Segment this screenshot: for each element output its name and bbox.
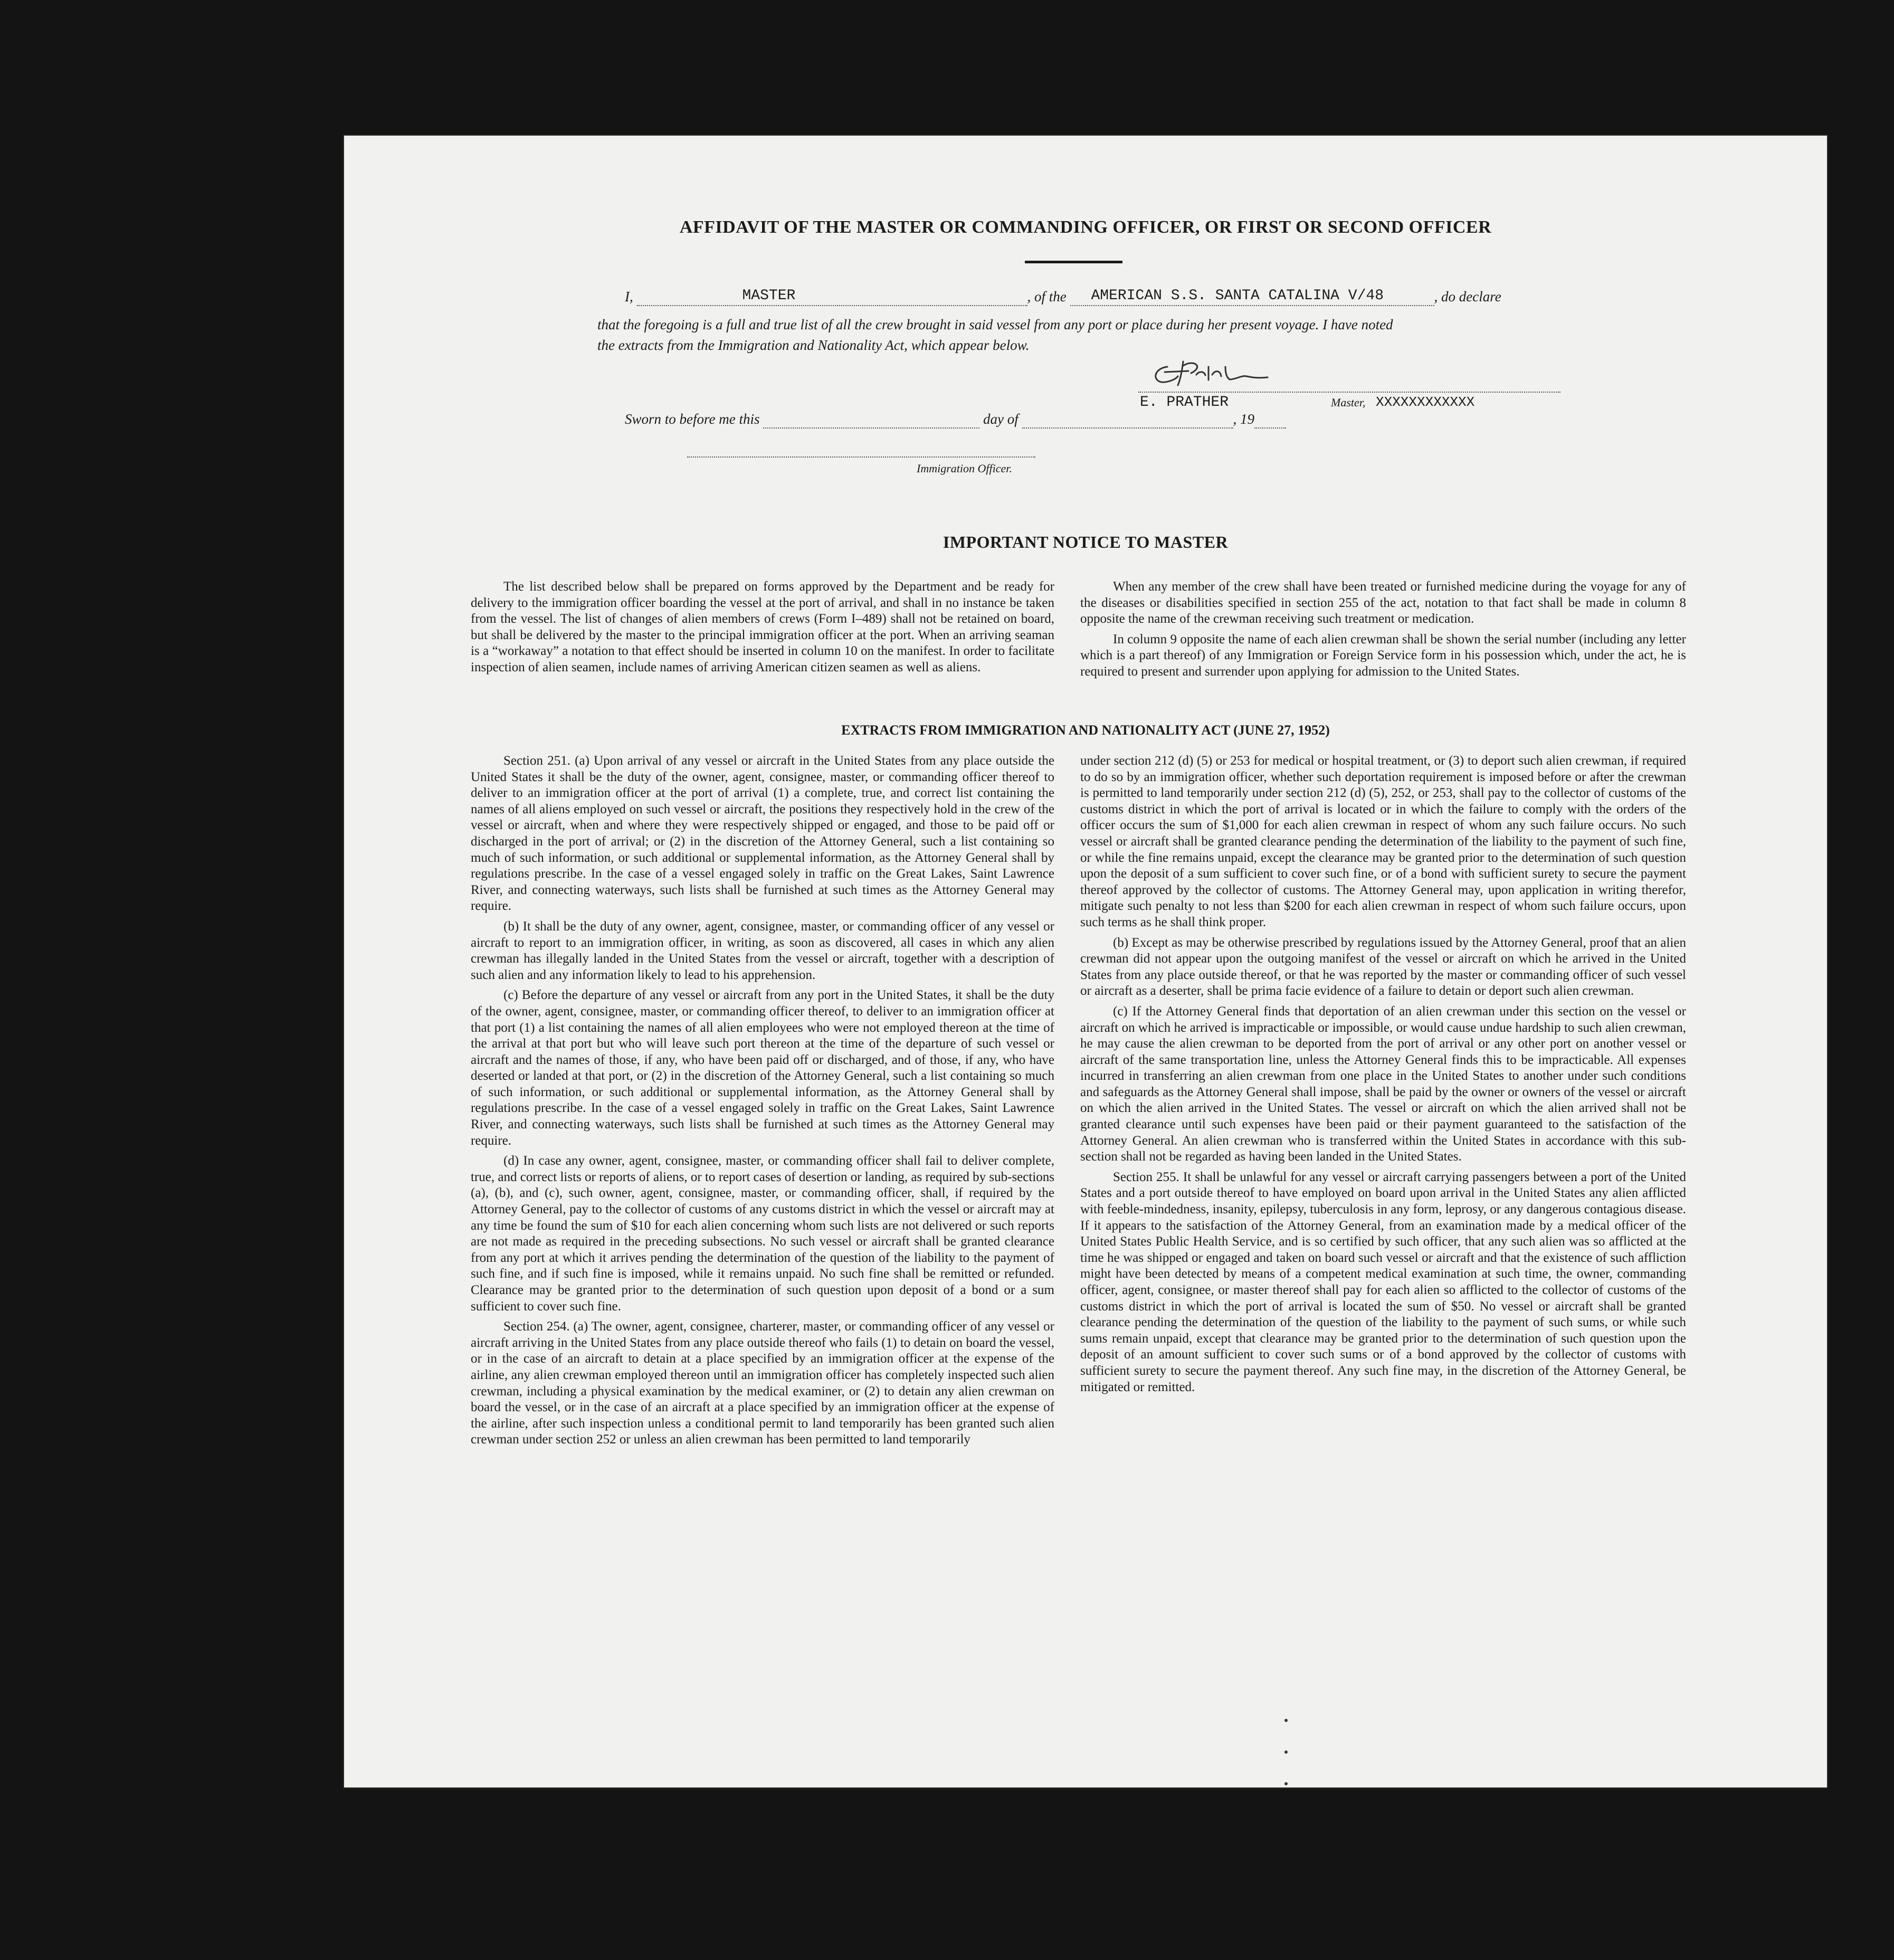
extracts-right-column [1080,753,1686,1395]
sworn-prefix: Sworn to before me this [625,411,760,427]
signer-name: E. PRATHER [1140,394,1229,411]
officer-label: Immigration Officer. [917,462,1012,475]
title-rule [1025,261,1122,263]
extract-section-255: Section 255. It shall be unlawful for any vessel or aircraft carrying passengers between a port of the United States and a port outside thereof to have employed on board upon arrival in the United States any alien afflicted with feeble-mindedness, insanity, epilepsy, tuberculosis in any form, leprosy, or any dangerous contagious disease. If it appears to the satisfaction of the Attorney General, from an examination made by a medical officer of the United States Public Health Service, and is so certified by such officer, that any such alien was so afflicted at the time he was shipped or engaged and taken on board such vessel or aircraft and that the existence of such affliction might have been detected by means of a competent medical examination at such time, the owner, commanding officer, agent, consignee, or master thereof shall pay for each alien so afflicted to the collector of customs of the customs district in which the port of arrival is located the sum of $50. No vessel or aircraft shall be granted clearance pending the determination of the question of the liability to the payment of such sums, or while such sums remain unpaid, except that clearance may be granted prior to the determination of such question upon the deposit of an amount sufficient to cover such sums or of a bond approved by the collector of customs with sufficient surety to secure the payment thereof. Any such fine may, in the discretion of the Attorney General, be mitigated or remitted. [1080,1169,1686,1394]
extract-section-251a: Section 251. (a) Upon arrival of any vessel or aircraft in the United States from any place outside the United States it shall be the duty of the owner, agent, consignee, master, or commanding officer thereof to deliver to an immigration officer at the port of arrival (1) a complete, true, and correct list containing the names of all aliens employed on such vessel or aircraft, the positions they respectively hold in the crew of the vessel or aircraft, when and where they were respectively shipped or engaged, and those to be paid off or discharged in the port of arrival; or (2) in the discretion of the Attorney General, such a list containing so much of such information, or such additional or supplemental information, as the Attorney General shall by regulations prescribe. In the case of a vessel engaged solely in traffic on the Great Lakes, Saint Lawrence River, and connecting waterways, such lists shall be furnished at such times as the Attorney General may require. [471,754,1054,914]
vessel-field [1070,289,1434,306]
sworn-year-label: , 19 [1233,411,1254,427]
extract-section-254c: (c) If the Attorney General finds that deportation of an alien crewman under this section on the vessel or aircraft on which he arrived is impracticable or impossible, or would cause undue hardship to such alien crewman, he may cause the alien crewman to be deported from the port of arrival or any other port on another vessel or aircraft of the same transportation line, unless the Attorney General finds this to be impracticable. All expenses incurred in transferring an alien crewman from one place in the United States to another under such conditions and safeguards as the Attorney General shall impose, shall be paid by the owner or owners of the vessel or aircraft on which the alien arrived in the United States. The vessel or aircraft on which the alien arrived shall not be granted clearance until such expenses have been paid or their payment guaranteed to the satisfaction of the Attorney General. An alien crewman who is transferred within the United States in accordance with this sub-section shall not be regarded as having been landed in the United States. [1080,1004,1686,1164]
extract-section-251b: (b) It shall be the duty of any owner, agent, consignee, master, or commanding officer of any vessel or aircraft to report to an immigration officer, in writing, as soon as discovered, all cases in which any alien crewman has illegally landed in the United States from the vessel or aircraft, together with a description of such alien and any information likely to lead to his apprehension. [471,919,1054,982]
extract-section-254a: Section 254. (a) The owner, agent, consignee, charterer, master, or commanding officer of any vessel or aircraft arriving in the United States from any place outside thereof who fails (1) to detain on board the vessel, or in the case of an aircraft to detain at a place specified by an immigration officer at the expense of the airline, any alien crewman employed thereon until an immigration officer has completely inspected such alien crewman, including a physical examination by the medical examiner, or (2) to detain any alien crewman on board the vessel, or in the case of an aircraft at a place specified by an immigration officer at the expense of the airline, after such inspection unless a conditional permit to land temporarily has been granted such alien crewman under section 252 or unless an alien crewman has been permitted to land temporarily [471,1319,1054,1447]
document-page [344,136,1827,1787]
extract-section-254b: (b) Except as may be otherwise prescribed by regulations issued by the Attorney General, proof that an alien crewman did not appear upon the outgoing manifest of the vessel or aircraft on which he arrived in the United States from any place outside thereof, or that he was reported by the master or commanding officer of such vessel or aircraft as a deserter, shall be prima facie evidence of a failure to detain or deport such alien crewman. [1080,935,1686,998]
master-struck-text: XXXXXXXXXXXX [1376,394,1475,410]
rank-value: MASTER [742,288,796,304]
declaration-mid: , of the [1027,289,1067,305]
affidavit-title: AFFIDAVIT OF THE MASTER OR COMMANDING OFFICER, OR FIRST OR SECOND OFFICER [679,217,1492,237]
notice-right-paragraph-2: In column 9 opposite the name of each alien crewman shall be shown the serial number (including any letter which is a part thereof) of any Immigration or Foreign Service form in his possession which, under the act, he is required to present and surrender upon applying for admission to the United States. [1080,632,1686,679]
scan-speck [1284,1719,1288,1722]
sworn-day-label: day of [983,411,1019,427]
extract-section-254a-continued: under section 212 (d) (5) or 253 for medical or hospital treatment, or (3) to deport such alien crewman, if required to do so by an immigration officer, whether such deportation requirement is imposed before or after the crewman is permitted to land temporarily under section 212 (d) (5), 252, or 253, shall pay to the collector of customs of the customs district in which the port of arrival is located or in which the failure to comply with the orders of the officer occurs the sum of $1,000 for each alien crewman in respect of whom any such failure occurs. No such vessel or aircraft shall be granted clearance pending the determination of the liability to the payment of such fine, or while the fine remains unpaid, except the clearance may be granted prior to the determination of such question upon the deposit of a sum sufficient to cover such fine, or of a bond with sufficient surety to secure the payment thereof approved by the collector of customs. The Attorney General may, upon application in writing therefor, mitigate such penalty to not less than $200 for each alien crewman in respect of whom such failure occurs, upon such terms as he shall think proper. [1080,754,1686,929]
extracts-title: EXTRACTS FROM IMMIGRATION AND NATIONALITY ACT (JUNE 27, 1952) [841,722,1330,738]
notice-left-paragraph: The list described below shall be prepared on forms approved by the Department and be ready for delivery to the immigration officer boarding the vessel at the port of arrival, and shall in no instance be taken from the vessel. The list of changes of alien members of crews (Form I–489) shall not be retained on board, but shall be delivered by the master to the principal immigration officer at the port. When an arriving seaman is a “workaway” a notation to that effect should be inserted in column 10 on the manifest. In order to facilitate inspection of alien seamen, include names of arriving American citizen seamen as well as aliens. [471,579,1054,674]
extract-section-251c: (c) Before the departure of any vessel or aircraft from any port in the United States, it shall be the duty of the owner, agent, consignee, master, or commanding officer thereof, to deliver to an immigration officer at that port (1) a list containing the names of all alien employees who were not employed thereon at the time of the arrival at that port but who will leave such port thereon at the time of the departure of such vessel or aircraft and the names of those, if any, who have been paid off or discharged, and of those, if any, who have deserted or landed at that port, or (2) in the discretion of the Attorney General, such a list containing so much of such information, or such additional or supplemental information, as the Attorney General shall by regulations prescribe. In the case of a vessel engaged solely in traffic on the Great Lakes, Saint Lawrence River, and connecting waterways, such lists shall be furnished at such times as the Attorney General may require. [471,988,1054,1148]
notice-right-paragraph-1: When any member of the crew shall have been treated or furnished medicine during the voyage for any of the diseases or disabilities specified in section 255 of the act, notation to that fact shall be made in column 8 opposite the name of the crewman receiving such treatment or medication. [1080,579,1686,626]
extracts-left-column [471,753,1054,1448]
notice-left-column [471,579,1054,676]
declaration-line-2: that the foregoing is a full and true list of all the crew brought in said vessel from any port or place during her present voyage. I have noted [597,317,1393,332]
sworn-day-field [763,411,979,429]
notice-title: IMPORTANT NOTICE TO MASTER [943,532,1229,551]
declaration-line-1 [625,289,1501,306]
declaration-prefix: I, [625,289,633,305]
sworn-month-field [1022,411,1233,429]
officer-signature-line [687,456,1035,458]
scan-speck [1284,1782,1288,1785]
declaration-suffix: , do declare [1434,289,1501,305]
sworn-line [625,411,1286,429]
notice-right-column [1080,579,1686,680]
sworn-year-field [1254,411,1286,429]
signature-line [1138,392,1560,393]
rank-field [637,289,1027,306]
scan-speck [1284,1750,1288,1754]
declaration-line-3: the extracts from the Immigration and Nationality Act, which appear below. [597,337,1030,353]
vessel-value: AMERICAN S.S. SANTA CATALINA V/48 [1091,288,1384,304]
extract-section-251d: (d) In case any owner, agent, consignee, master, or commanding officer shall fail to deliver complete, true, and correct lists or reports of aliens, or to report cases of desertion or landing, as required by sub-sections (a), (b), and (c), such owner, agent, consignee, master, or commanding officer, shall, if required by the Attorney General, pay to the collector of customs of any customs district in which the vessel or aircraft may at any time be found the sum of $10 for each alien concerning whom such lists are not delivered or such reports are not made as required in the preceding subsections. No such vessel or aircraft shall be granted clearance from any port at which it arrives pending the determination of the question of the liability to the payment of such fine, and if such fine is imposed, while it remains unpaid. No such fine shall be remitted or refunded. Clearance may be granted prior to the determination of such question upon deposit of a bond or a sum sufficient to cover such fine. [471,1154,1054,1314]
master-label: Master, [1331,396,1366,409]
